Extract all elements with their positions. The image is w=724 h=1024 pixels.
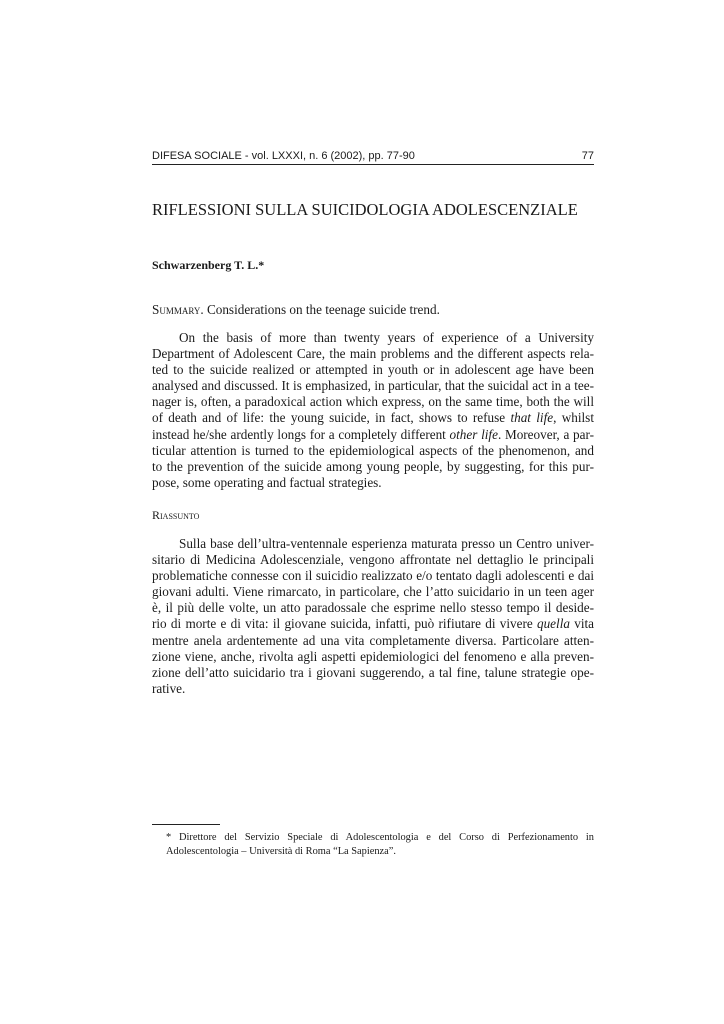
riassunto-italic-quella: quella (536, 616, 570, 632)
summary-line: On the basis of more than twenty years of experience of a University (179, 330, 594, 345)
riassunto-line (152, 616, 594, 632)
running-header (152, 150, 594, 165)
riassunto-line: giovani adulti. Viene rimarcato, in particolare, che l’atto suicidario in un teen ager (152, 584, 594, 600)
article-page (152, 0, 594, 1024)
summary-italic-that-life: that life (510, 410, 554, 426)
journal-citation: DIFESA SOCIALE - vol. LXXXI, n. 6 (2002), pp. 77-90 (152, 150, 415, 162)
riassunto-line: zione dell’atto suicidario tra i giovani suggerendo, a tal fine, talune strategie ope- (152, 664, 594, 680)
summary-line: pose, some operating and factual strategies. (152, 474, 382, 490)
footnote (152, 831, 594, 859)
summary-text-fragment: instead he/she ardently longs for a completely different (152, 426, 450, 442)
summary-paragraph (152, 330, 594, 491)
riassunto-line: è, il più delle volte, un atto paradossale che esprime nello stesso tempo il deside- (152, 600, 594, 616)
summary-text-fragment: of death and of life: the young suicide, in fact, shows to refuse (152, 410, 511, 426)
riassunto-paragraph (152, 536, 594, 697)
riassunto-text-fragment: vita (569, 616, 594, 632)
footnote-divider (152, 824, 220, 825)
article-title: RIFLESSIONI SULLA SUICIDOLOGIA ADOLESCENZIALE (152, 200, 578, 219)
summary-line (152, 410, 594, 426)
summary-line: nager is, often, a paradoxical action which express, on the same time, both the will (152, 394, 594, 410)
summary-label: Summary. (152, 302, 204, 317)
summary-subtitle: Considerations on the teenage suicide trend. (203, 302, 440, 317)
riassunto-line: rative. (152, 680, 186, 696)
summary-italic-other-life: other life (449, 426, 498, 442)
footnote-line: * Direttore del Servizio Speciale di Adolescentologia e del Corso di Perfezionamento in (166, 832, 594, 843)
author-name: Schwarzenberg T. L.* (152, 258, 265, 272)
summary-text-fragment: , whilst (553, 410, 594, 426)
riassunto-line: sitario di Medicina Adolescenziale, vengono affrontate nel dettaglio le principali (152, 552, 594, 568)
summary-line: analysed and discussed. It is emphasized, in particular, that the suicidal act in a tee- (152, 378, 594, 394)
summary-heading (152, 302, 440, 318)
summary-line: Department of Adolescent Care, the main problems and the different aspects rela- (152, 346, 594, 362)
riassunto-line: mentre anela ardentemente ad una vita completamente diversa. Particolare atten- (152, 632, 594, 648)
summary-line: to the prevention of the suicide among young people, by suggesting, for this pur- (152, 458, 594, 474)
riassunto-line: zione viene, anche, rivolta agli aspetti epidemiologici del fenomeno e alla preven- (152, 648, 594, 664)
footnote-line: Adolescentologia – Università di Roma “La Sapienza”. (166, 846, 396, 857)
summary-line: ticular attention is turned to the epidemiological aspects of the phenomenon, and (152, 442, 594, 458)
riassunto-heading: Riassunto (152, 508, 200, 522)
summary-line: ted to the suicide realized or attempted in youth or in adolescent age have been (152, 362, 594, 378)
summary-text-fragment: . Moreover, a par- (497, 426, 594, 442)
page-number: 77 (581, 150, 594, 162)
riassunto-line: Sulla base dell’ultra-ventennale esperienza maturata presso un Centro univer- (179, 536, 594, 551)
riassunto-text-fragment: rio di morte e di vita: il giovane suicida, infatti, può rifiutare di vivere (152, 616, 537, 632)
summary-line (152, 427, 594, 443)
riassunto-line: problematiche connesse con il suicidio realizzato e/o tentato dagli adolescenti e dai (152, 568, 594, 584)
